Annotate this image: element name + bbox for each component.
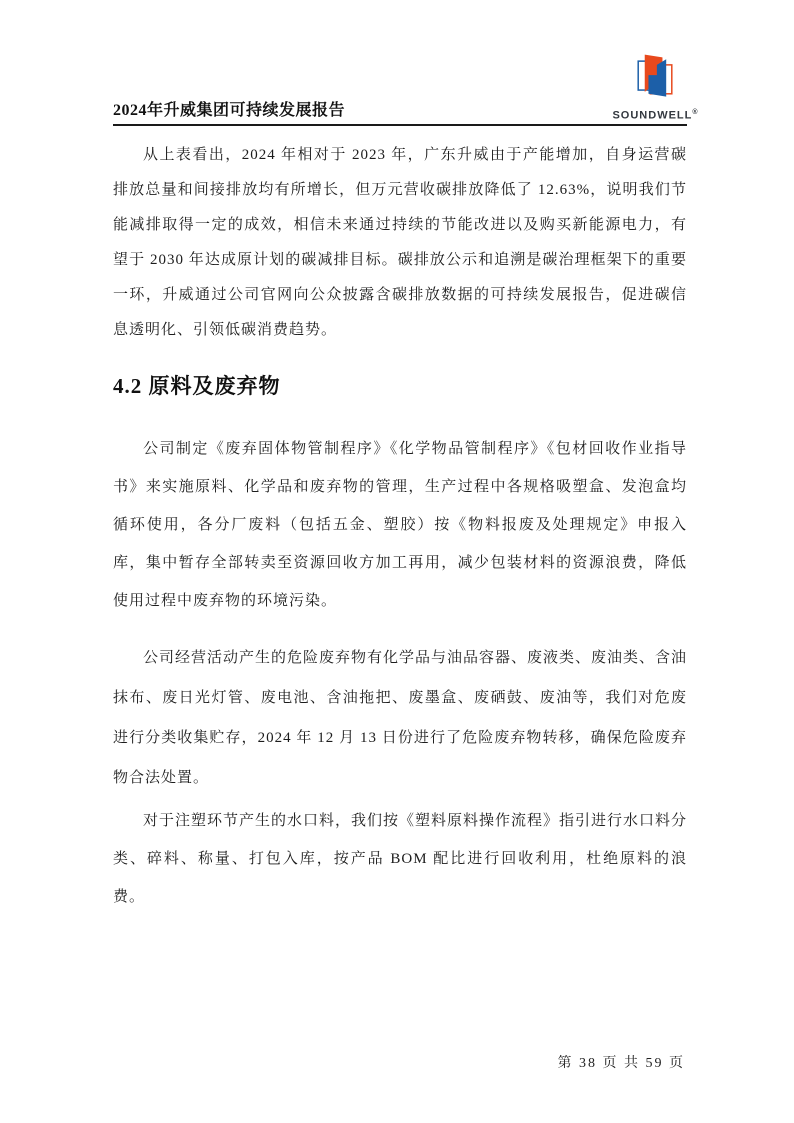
paragraph-sprue-recycling: 对于注塑环节产生的水口料，我们按《塑料原料操作流程》指引进行水口料分类、碎料、称量、打包入库，按产品 BOM 配比进行回收利用，杜绝原料的浪费。: [113, 813, 688, 905]
report-header-title: 2024年升威集团可持续发展报告: [113, 102, 346, 119]
soundwell-brand-text: SOUNDWELL: [612, 109, 693, 122]
header-divider-line: [113, 124, 687, 126]
soundwell-logo-wordmark: [612, 109, 698, 122]
registered-trademark-symbol: ®: [692, 109, 698, 116]
paragraph-carbon-emissions: 从上表看出，2024 年相对于 2023 年，广东升威由于产能增加，自身运营碳排放总量和间接排放均有所增长，但万元营收碳排放降低了 12.63%，说明我们节能减排取得一定的成效，相信未来通过持续的节能改进以及购买新能源电力，有望于 2030 年达成原计划的碳减排目标。碳排放公示和追溯是碳治理框架下的重要一环，升威通过公司官网向公众披露含碳排放数据的可持续发展报告，促进碳信息透明化、引领低碳消费趋势。: [113, 147, 687, 338]
page-number-footer: 第 38 页 共 59 页: [557, 1056, 685, 1071]
soundwell-logo: [612, 48, 698, 122]
section-heading-4-2: 4.2 原料及废弃物: [113, 374, 281, 398]
paragraph-hazardous-waste: 公司经营活动产生的危险废弃物有化学品与油品容器、废液类、废油类、含油抹布、废日光灯管、废电池、含油拖把、废墨盒、废硒鼓、废油等，我们对危废进行分类收集贮存，2024 年 12 月 13 日份进行了危险废弃物转移，确保危险废弃物合法处置。: [113, 650, 688, 786]
soundwell-logo-icon: [627, 48, 683, 106]
paragraph-materials-management: 公司制定《废弃固体物管制程序》《化学物品管制程序》《包材回收作业指导书》来实施原料、化学品和废弃物的管理，生产过程中各规格吸塑盒、发泡盒均循环使用，各分厂废料（包括五金、塑胶）按《物料报废及处理规定》申报入库，集中暂存全部转卖至资源回收方加工再用，减少包装材料的资源浪费，降低使用过程中废弃物的环境污染。: [113, 441, 687, 609]
